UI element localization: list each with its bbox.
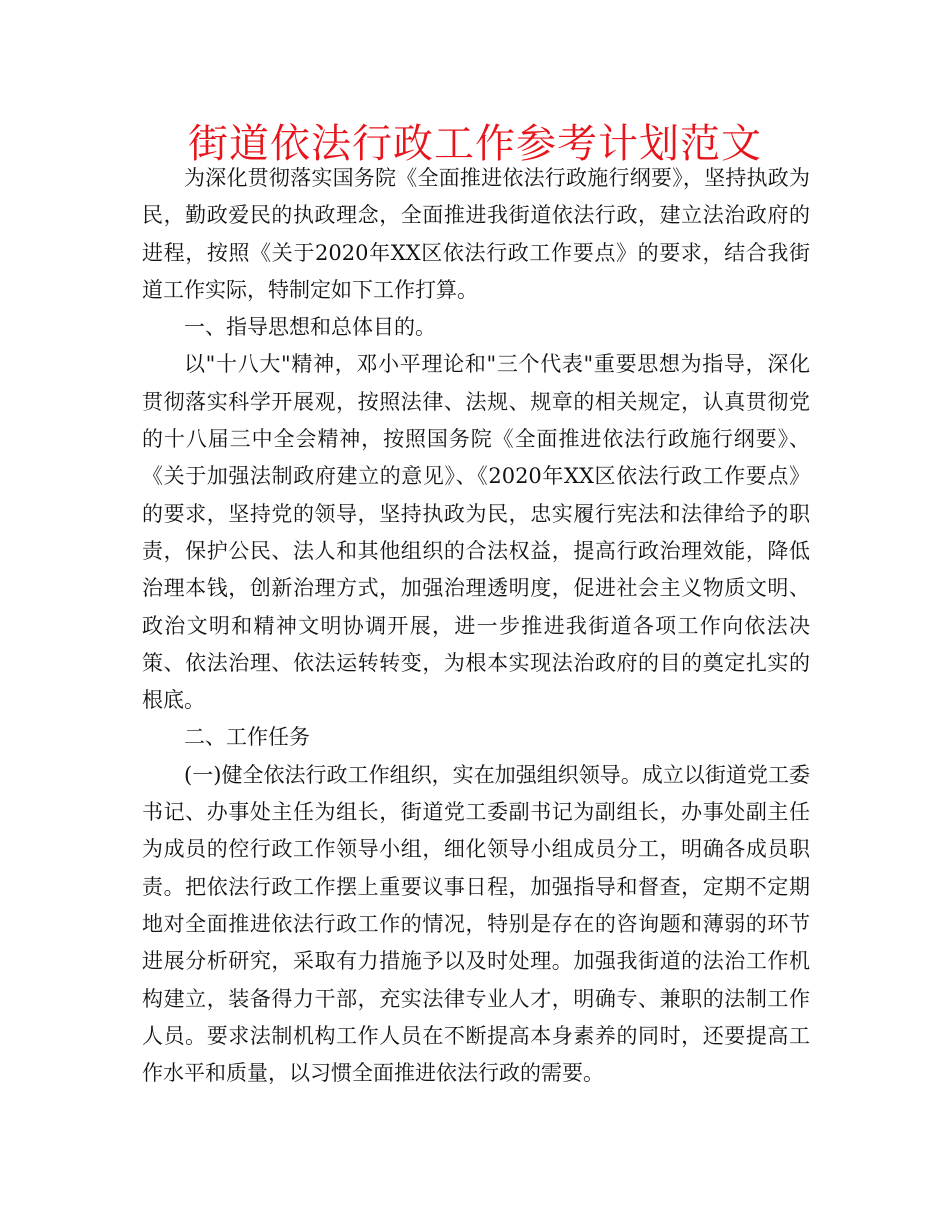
section-heading-2: 二、工作任务 xyxy=(184,725,310,750)
paragraph-guiding-thought: 以"十八大"精神，邓小平理论和"三个代表"重要思想为指导，深化贯彻落实科学开展观，按照法律、法规、规章的相关规定，认真贯彻党的十八届三中全会精神，按照国务院《全面推进依法行政施行纲要》、《关于加强法制政府建立的意见》、《2020年XX区依法行政工作要点》的要求，坚持党的领导，坚持执政为民，忠实履行宪法和法律给予的职责，保护公民、法人和其他组织的合法权益，提高行政治理效能，降低治理本钱，创新治理方式，加强治理透明度，促进社会主义物质文明、政治文明和精神文明协调开展，进一步推进我街道各项工作向依法决策、依法治理、依法运转转变，为根本实现法治政府的目的奠定扎实的根底。 xyxy=(142,352,810,713)
paragraph-intro: 为深化贯彻落实国务院《全面推进依法行政施行纲要》，坚持执政为民，勤政爱民的执政理念，全面推进我街道依法行政，建立法治政府的进程，按照《关于2020年XX区依法行政工作要点》的要求，结合我街道工作实际，特制定如下工作打算。 xyxy=(142,166,810,302)
section-heading-1: 一、指导思想和总体目的。 xyxy=(184,315,436,340)
document-title: 街道依法行政工作参考计划范文 xyxy=(188,121,762,167)
document-body xyxy=(142,160,810,1092)
paragraph-task-1: (一)健全依法行政工作组织，实在加强组织领导。成立以街道党工委书记、办事处主任为组长，街道党工委副书记为副组长，办事处副主任为成员的倥行政工作领导小组，细化领导小组成员分工，明确各成员职责。把依法行政工作摆上重要议事日程，加强指导和督查，定期不定期地对全面推进依法行政工作的情况，特别是存在的咨询题和薄弱的环节进展分析研究，采取有力措施予以及时处理。加强我街道的法治工作机构建立，装备得力干部，充实法律专业人才，明确专、兼职的法制工作人员。要求法制机构工作人员在不断提高本身素养的同时，还要提高工作水平和质量，以习惯全面推进依法行政的需要。 xyxy=(142,762,810,1086)
